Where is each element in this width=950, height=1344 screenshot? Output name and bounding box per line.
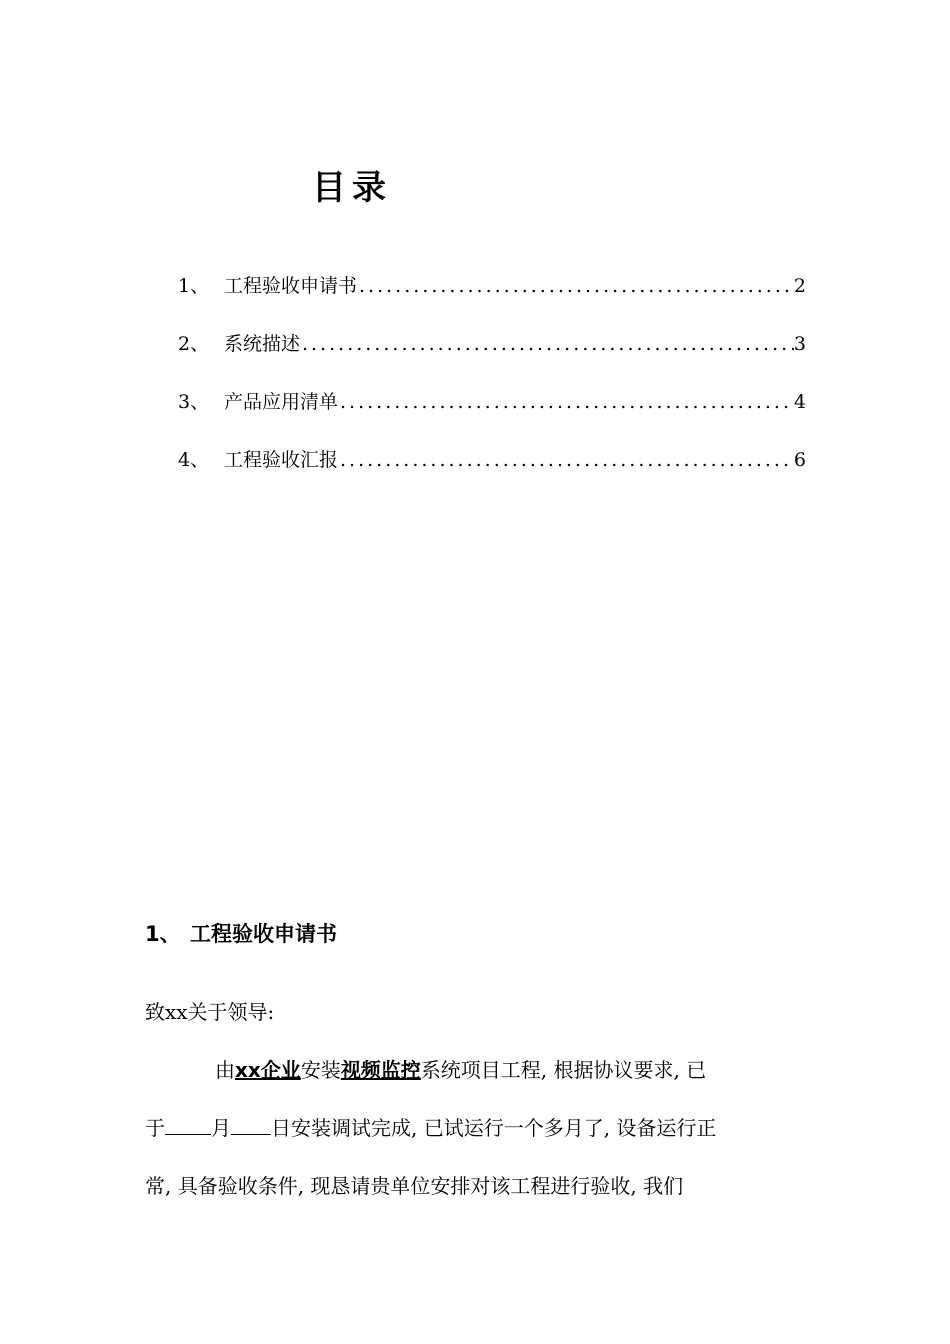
toc-leader-dots [338, 442, 794, 478]
body-line [145, 1110, 806, 1168]
text-segment: 日安装调试完成, 已试运行一个多月了, 设备运行正 [271, 1116, 717, 1140]
salutation: 致xx关于领导: [145, 1000, 275, 1024]
text-segment: 于 [145, 1116, 165, 1140]
text-segment: 安装 [300, 1058, 341, 1082]
toc-leader-dots [357, 268, 794, 304]
toc-entry[interactable] [178, 384, 806, 442]
system-name: 视频监控 [340, 1058, 421, 1082]
toc-entry[interactable] [178, 442, 806, 500]
body-line-content [215, 1052, 706, 1110]
toc-entry-number: 2、 [178, 333, 210, 355]
text-segment: 月 [211, 1116, 231, 1140]
toc-entry-label: 系统描述 [224, 333, 301, 355]
section-number: 1、 [145, 922, 181, 946]
toc-entry-label: 工程验收汇报 [224, 449, 339, 471]
body-line-content: 常, 具备验收条件, 现恳请贵单位安排对该工程进行验收, 我们 [145, 1174, 684, 1198]
toc-entry-page: 6 [793, 449, 806, 471]
text-segment: 系统项目工程, 根据协议要求, 已 [420, 1058, 707, 1082]
toc-entry-page: 2 [793, 275, 806, 297]
toc-entry-number: 3、 [178, 391, 210, 413]
toc-entry-page: 4 [793, 391, 806, 413]
toc-entry-page: 3 [793, 333, 806, 355]
toc-leader-dots [300, 326, 794, 362]
body-paragraph [145, 1052, 806, 1226]
toc-entry[interactable] [178, 268, 806, 326]
toc-entry-label: 产品应用清单 [224, 391, 339, 413]
body-line-content [145, 1110, 716, 1168]
toc-entry-number: 1、 [178, 275, 210, 297]
toc-leader-dots [338, 384, 794, 420]
section-heading [145, 918, 337, 950]
toc-entry-number: 4、 [178, 449, 210, 471]
body-line [145, 1168, 806, 1226]
toc-list [178, 268, 806, 500]
body-line [145, 1052, 806, 1110]
day-blank-field[interactable] [231, 1112, 271, 1135]
text-segment: 由 [215, 1058, 235, 1082]
toc-title: 目录 [312, 168, 392, 208]
company-name: xx企业 [235, 1058, 301, 1082]
toc-entry-label: 工程验收申请书 [224, 275, 358, 297]
section-title: 工程验收申请书 [190, 922, 337, 946]
month-blank-field[interactable] [165, 1112, 211, 1135]
toc-entry[interactable] [178, 326, 806, 384]
